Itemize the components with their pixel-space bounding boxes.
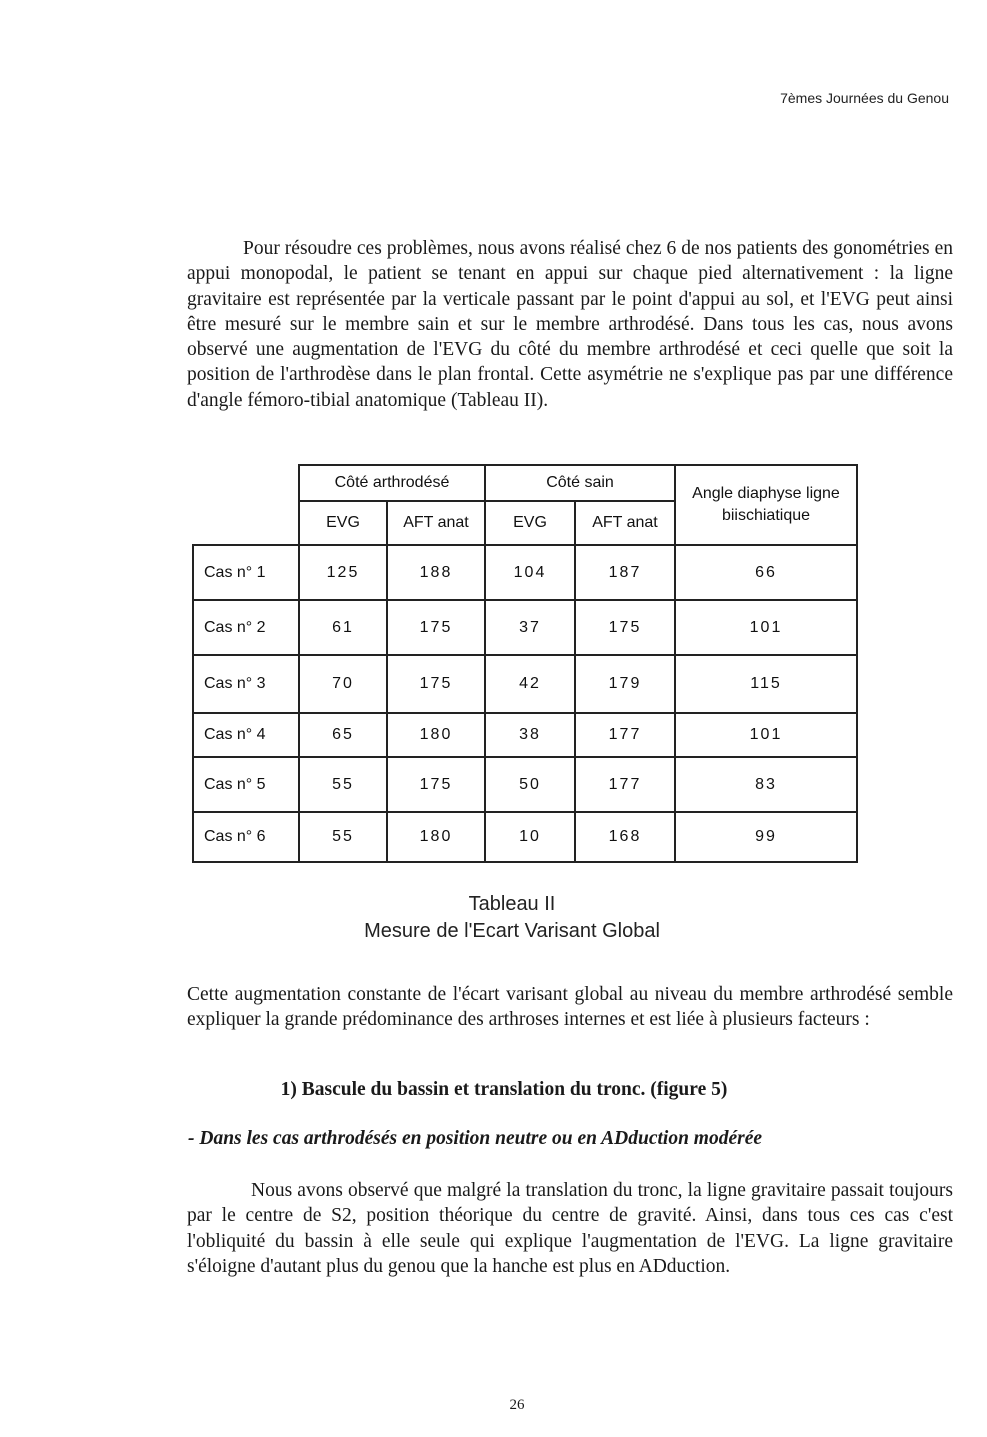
cell-evg-sain: 50 [485,757,575,812]
cell-evg-sain: 37 [485,600,575,655]
cell-evg-sain: 38 [485,713,575,757]
paragraph-observation: Nous avons observé que malgré la translation du tronc, la ligne gravitaire passait toujours par le centre de S2, position théorique du centre de gravité. Ainsi, dans tous ces cas c'est l'obliquité du bassin à elle seule qui explique l'augmentation de l'EVG. La ligne gravitaire s'éloigne d'autant plus du genou que la hanche est plus en ADduction. [187,1180,953,1277]
table-row [193,600,857,655]
paragraph-intro: Pour résoudre ces problèmes, nous avons réalisé chez 6 de nos patients des gonométries en appui monopodal, le patient se tenant en appui sur chaque pied alternativement : la ligne gravitaire est représentée par la verticale passant par le point d'appui au sol, et l'EVG peut ainsi être mesuré sur le membre sain et sur le membre arthrodésé. Dans tous les cas, nous avons observé une augmentation de l'EVG du côté du membre arthrodésé et ceci quelle que soit la position de l'arthrodèse dans le plan frontal. Cette asymétrie ne s'explique pas par une différence d'angle fémoro-tibial anatomique (Tableau II). [187,238,953,411]
table-row [193,545,857,600]
cell-aft-arthrodese: 180 [387,812,485,862]
table-group-header-row [193,465,857,501]
cell-aft-arthrodese: 175 [387,757,485,812]
header-evg-sain: EVG [485,501,575,545]
row-label: Cas n° 4 [193,713,299,757]
cell-aft-arthrodese: 188 [387,545,485,600]
cell-angle: 115 [675,655,857,713]
cell-evg-arthrodese: 70 [299,655,387,713]
cell-evg-arthrodese: 65 [299,713,387,757]
cell-evg-arthrodese: 55 [299,812,387,862]
page-number: 26 [509,1397,525,1413]
cell-evg-sain: 42 [485,655,575,713]
cell-aft-sain: 177 [575,713,675,757]
cell-evg-sain: 10 [485,812,575,862]
cell-angle: 99 [675,812,857,862]
table-corner [193,465,299,545]
table-caption-title: Tableau II [468,893,556,915]
section-heading: 1) Bascule du bassin et translation du tronc. (figure 5) [280,1079,728,1100]
cell-evg-arthrodese: 61 [299,600,387,655]
cell-angle: 101 [675,600,857,655]
cell-evg-arthrodese: 125 [299,545,387,600]
cell-angle: 83 [675,757,857,812]
cell-aft-sain: 187 [575,545,675,600]
row-label: Cas n° 6 [193,812,299,862]
cell-aft-sain: 175 [575,600,675,655]
table-row [193,757,857,812]
cell-aft-arthrodese: 175 [387,655,485,713]
paragraph-facteurs: Cette augmentation constante de l'écart varisant global au niveau du membre arthrodésé semble expliquer la grande prédominance des arthroses internes et est liée à plusieurs facteurs : [187,984,953,1031]
table-caption-subtitle: Mesure de l'Ecart Varisant Global [364,920,660,942]
table-row [193,655,857,713]
table-row [193,812,857,862]
cell-aft-sain: 179 [575,655,675,713]
table-row [193,713,857,757]
running-head: 7èmes Journées du Genou [780,90,949,106]
cell-aft-sain: 177 [575,757,675,812]
row-label: Cas n° 1 [193,545,299,600]
cell-aft-arthrodese: 180 [387,713,485,757]
row-label: Cas n° 2 [193,600,299,655]
header-aft-arthrodese: AFT anat [387,501,485,545]
row-label: Cas n° 5 [193,757,299,812]
data-table [192,464,858,863]
row-label: Cas n° 3 [193,655,299,713]
header-cote-arthrodese: Côté arthrodésé [299,465,485,501]
header-cote-sain: Côté sain [485,465,675,501]
cell-evg-sain: 104 [485,545,575,600]
cell-aft-sain: 168 [575,812,675,862]
cell-aft-arthrodese: 175 [387,600,485,655]
header-angle-diaphyse: Angle diaphyse ligne biischiatique [675,465,857,545]
header-aft-sain: AFT anat [575,501,675,545]
cell-angle: 66 [675,545,857,600]
subheading: - Dans les cas arthrodésés en position neutre ou en ADduction modérée [188,1128,763,1149]
cell-evg-arthrodese: 55 [299,757,387,812]
header-evg-arthrodese: EVG [299,501,387,545]
cell-angle: 101 [675,713,857,757]
